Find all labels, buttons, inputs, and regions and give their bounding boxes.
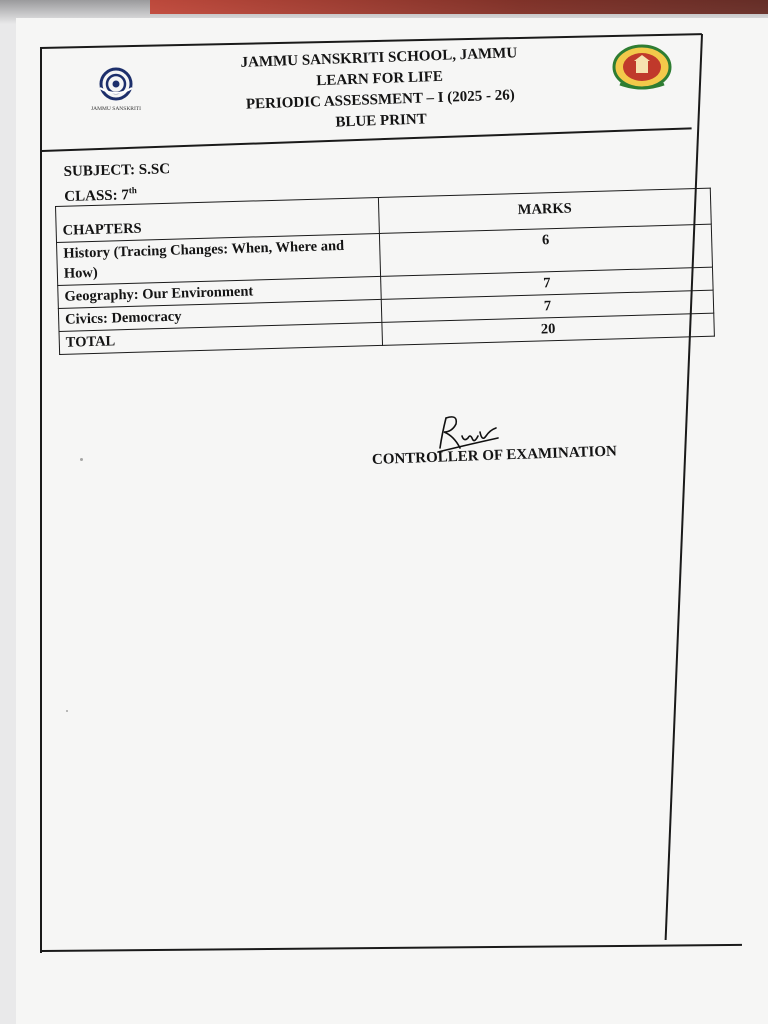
marks-header: MARKS xyxy=(378,188,711,233)
chapter-cell: Civics: Democracy xyxy=(58,299,382,331)
total-label-cell: TOTAL xyxy=(59,322,383,354)
school-motto: LEARN FOR LIFE xyxy=(316,68,444,90)
school-logo-icon xyxy=(86,64,146,114)
ink-speck xyxy=(80,458,83,461)
school-name: JAMMU SANSKRITI SCHOOL, JAMMU xyxy=(240,45,518,71)
total-marks-cell: 20 xyxy=(382,313,715,345)
signatory-title: CONTROLLER OF EXAMINATION xyxy=(371,443,618,468)
marks-cell: 6 xyxy=(379,224,712,276)
subject-label: SUBJECT: S.SC xyxy=(63,161,171,181)
document-header xyxy=(209,42,552,138)
ink-speck xyxy=(66,710,68,712)
seal-emblem-icon xyxy=(612,44,672,90)
chapter-cell: History (Tracing Changes: When, Where and How) xyxy=(57,233,381,285)
chapter-cell: Geography: Our Environment xyxy=(58,276,382,308)
logo-text: JAMMU SANSKRITI xyxy=(91,106,141,112)
chapters-header: CHAPTERS xyxy=(56,197,380,242)
assessment-title: PERIODIC ASSESSMENT – I (2025 - 26) xyxy=(245,87,516,113)
marks-cell: 7 xyxy=(381,267,714,299)
blueprint-table xyxy=(55,188,715,355)
document-type: BLUE PRINT xyxy=(335,111,427,131)
background-cover xyxy=(150,0,768,14)
class-suffix: th xyxy=(128,185,137,196)
frame-left-border xyxy=(40,48,42,953)
marks-cell: 7 xyxy=(381,290,714,322)
class-label: CLASS: 7 xyxy=(64,187,130,205)
subject-class-block xyxy=(63,159,171,207)
